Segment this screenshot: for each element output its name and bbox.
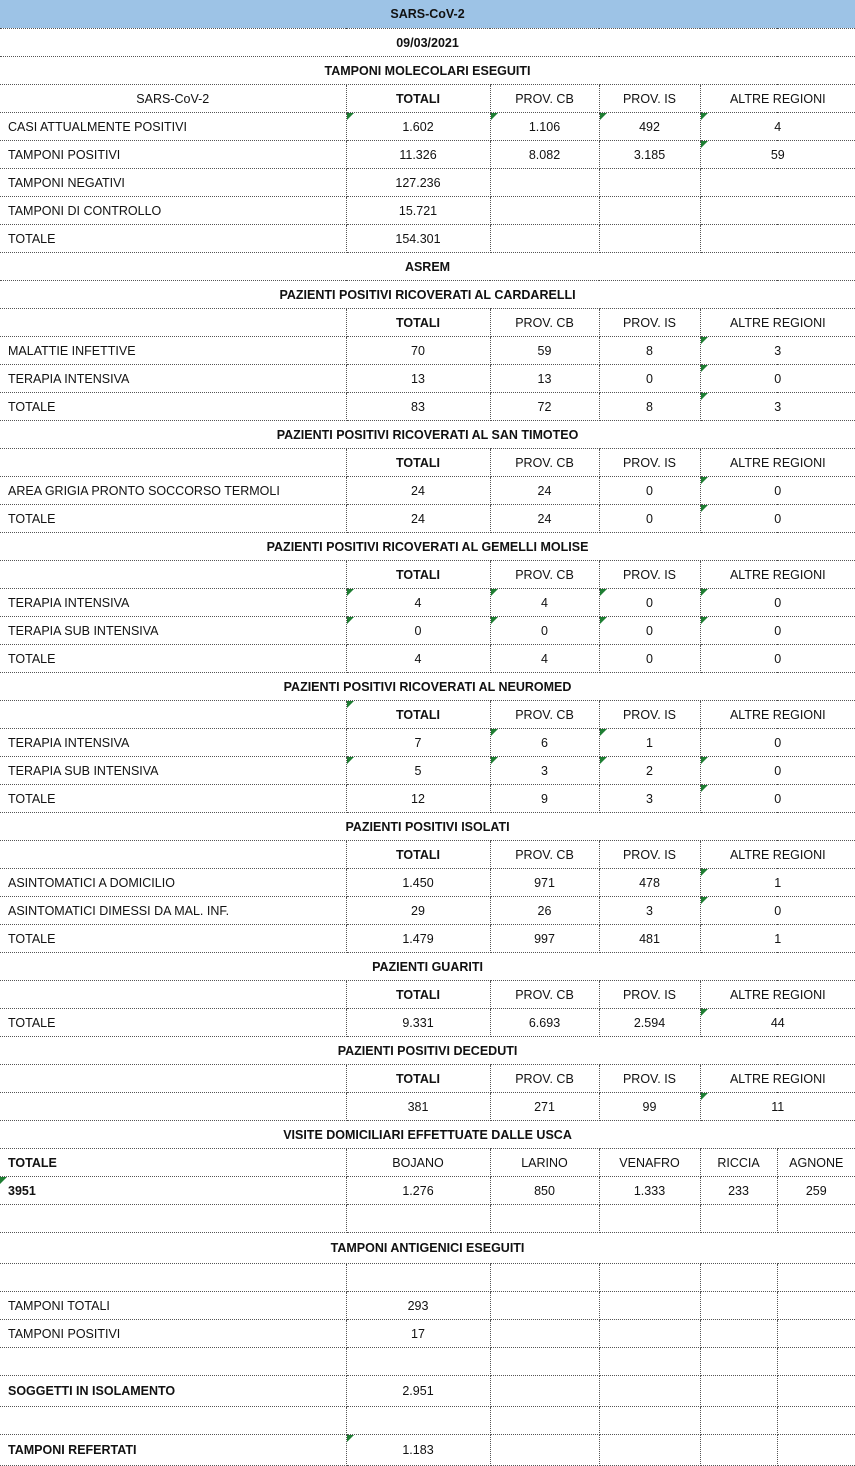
cell-altre-regioni[interactable]: 44 (700, 1009, 855, 1037)
cell-totali[interactable]: 154.301 (346, 225, 490, 253)
cell-empty[interactable] (599, 169, 700, 197)
cell-prov-cb[interactable]: 24 (490, 505, 599, 533)
header-prov-cb[interactable]: PROV. CB (490, 841, 599, 869)
molecolari-title[interactable]: TAMPONI MOLECOLARI ESEGUITI (0, 57, 855, 85)
cell-empty[interactable] (490, 1348, 599, 1376)
section-title-row (0, 953, 855, 981)
cell-altre-regioni[interactable]: 3 (700, 337, 855, 365)
header-totali[interactable]: TOTALI (346, 85, 490, 113)
cell-empty[interactable] (777, 1376, 855, 1407)
header-row (0, 701, 855, 729)
cell-altre-regioni[interactable]: 0 (700, 785, 855, 813)
isolati-title[interactable]: PAZIENTI POSITIVI ISOLATI (0, 813, 855, 841)
usca-total-value[interactable]: 3951 (0, 1177, 346, 1205)
header-prov-cb[interactable]: PROV. CB (490, 701, 599, 729)
header-row (0, 841, 855, 869)
cell-prov-cb[interactable]: 971 (490, 869, 599, 897)
cell-prov-is[interactable]: 8 (599, 337, 700, 365)
header-row (0, 449, 855, 477)
header-prov-is[interactable]: PROV. IS (599, 981, 700, 1009)
cell-empty[interactable] (346, 1348, 490, 1376)
cell-empty[interactable] (0, 1348, 346, 1376)
cell-empty[interactable] (700, 169, 855, 197)
table-row (0, 197, 855, 225)
cell-altre-regioni[interactable]: 0 (700, 589, 855, 617)
cell-empty[interactable] (700, 1292, 777, 1320)
cell-empty[interactable] (700, 1376, 777, 1407)
cell-empty[interactable] (777, 1435, 855, 1466)
row-label[interactable]: MALATTIE INFETTIVE (0, 337, 346, 365)
cell-altre-regioni[interactable]: 0 (700, 617, 855, 645)
usca-col-riccia[interactable]: RICCIA (700, 1149, 777, 1177)
table-row (0, 169, 855, 197)
tamponi-positivi-value[interactable]: 17 (346, 1320, 490, 1348)
cell-prov-cb[interactable]: 6.693 (490, 1009, 599, 1037)
cell-altre-regioni[interactable]: 0 (700, 477, 855, 505)
row-label[interactable]: TAMPONI NEGATIVI (0, 169, 346, 197)
cell-empty[interactable] (0, 701, 346, 729)
cell-totali[interactable]: 29 (346, 897, 490, 925)
table-row (0, 617, 855, 645)
usca-col-agnone[interactable]: AGNONE (777, 1149, 855, 1177)
cell-empty[interactable] (0, 309, 346, 337)
row-label[interactable]: TOTALE (0, 505, 346, 533)
cell-prov-cb[interactable]: 13 (490, 365, 599, 393)
row-label[interactable] (0, 1093, 346, 1121)
table-row (0, 869, 855, 897)
cell-empty[interactable] (490, 225, 599, 253)
usca-riccia-value[interactable]: 233 (700, 1177, 777, 1205)
cell-empty[interactable] (700, 1264, 777, 1292)
cell-prov-is[interactable]: 2.594 (599, 1009, 700, 1037)
table-row (0, 1093, 855, 1121)
cell-prov-is[interactable]: 0 (599, 477, 700, 505)
header-totali[interactable]: TOTALI (346, 701, 490, 729)
cell-altre-regioni[interactable]: 0 (700, 645, 855, 673)
cell-empty[interactable] (599, 1205, 700, 1233)
cell-empty[interactable] (0, 1407, 346, 1435)
header-altre-regioni[interactable]: ALTRE REGIONI (700, 309, 855, 337)
table-row (0, 113, 855, 141)
header-prov-is[interactable]: PROV. IS (599, 561, 700, 589)
date-row (0, 29, 855, 57)
cell-prov-cb[interactable]: 72 (490, 393, 599, 421)
blank-row (0, 1264, 855, 1292)
row-label[interactable]: AREA GRIGIA PRONTO SOCCORSO TERMOLI (0, 477, 346, 505)
cell-altre-regioni[interactable]: 3 (700, 393, 855, 421)
row-label[interactable]: ASINTOMATICI A DOMICILIO (0, 869, 346, 897)
cell-empty[interactable] (777, 1264, 855, 1292)
table-row (0, 1435, 855, 1466)
section-title-row (0, 1037, 855, 1065)
header-prov-is[interactable]: PROV. IS (599, 1065, 700, 1093)
cell-totali[interactable]: 24 (346, 505, 490, 533)
section-title-row (0, 281, 855, 309)
cell-totali[interactable]: 9.331 (346, 1009, 490, 1037)
cell-totali[interactable]: 12 (346, 785, 490, 813)
header-prov-cb[interactable]: PROV. CB (490, 449, 599, 477)
section-title-row (0, 57, 855, 85)
usca-bojano-value[interactable]: 1.276 (346, 1177, 490, 1205)
cell-empty[interactable] (599, 197, 700, 225)
cell-empty[interactable] (490, 1320, 599, 1348)
cell-empty[interactable] (0, 981, 346, 1009)
isolamento-value[interactable]: 2.951 (346, 1376, 490, 1407)
cell-prov-is[interactable]: 478 (599, 869, 700, 897)
cell-empty[interactable] (490, 1435, 599, 1466)
cell-totali[interactable]: 1.450 (346, 869, 490, 897)
cell-altre-regioni[interactable]: 1 (700, 925, 855, 953)
cell-prov-cb[interactable]: 0 (490, 617, 599, 645)
table-row (0, 1320, 855, 1348)
cell-prov-is[interactable]: 1 (599, 729, 700, 757)
cell-prov-is[interactable]: 0 (599, 645, 700, 673)
cell-empty[interactable] (777, 1320, 855, 1348)
corner-label[interactable]: SARS-CoV-2 (0, 85, 346, 113)
table-row (0, 505, 855, 533)
row-label[interactable]: TERAPIA INTENSIVA (0, 729, 346, 757)
cell-prov-cb[interactable]: 4 (490, 645, 599, 673)
cell-totali[interactable]: 70 (346, 337, 490, 365)
cell-altre-regioni[interactable]: 4 (700, 113, 855, 141)
header-totali[interactable]: TOTALI (346, 309, 490, 337)
tamponi-positivi-label[interactable]: TAMPONI POSITIVI (0, 1320, 346, 1348)
header-altre-regioni[interactable]: ALTRE REGIONI (700, 701, 855, 729)
header-row (0, 561, 855, 589)
cell-empty[interactable] (599, 1320, 700, 1348)
cell-altre-regioni[interactable]: 0 (700, 365, 855, 393)
cell-altre-regioni[interactable]: 11 (700, 1093, 855, 1121)
header-prov-is[interactable]: PROV. IS (599, 841, 700, 869)
cell-prov-cb[interactable]: 9 (490, 785, 599, 813)
cell-totali[interactable]: 4 (346, 645, 490, 673)
row-label[interactable]: TERAPIA INTENSIVA (0, 365, 346, 393)
row-label[interactable]: TOTALE (0, 393, 346, 421)
row-label[interactable]: TOTALE (0, 925, 346, 953)
table-row (0, 225, 855, 253)
usca-venafro-value[interactable]: 1.333 (599, 1177, 700, 1205)
blank-row (0, 1205, 855, 1233)
cell-prov-is[interactable]: 0 (599, 617, 700, 645)
table-row (0, 337, 855, 365)
row-label[interactable]: ASINTOMATICI DIMESSI DA MAL. INF. (0, 897, 346, 925)
cell-prov-cb[interactable]: 59 (490, 337, 599, 365)
header-totali[interactable]: TOTALI (346, 841, 490, 869)
table-row (0, 757, 855, 785)
neuromed-title[interactable]: PAZIENTI POSITIVI RICOVERATI AL NEUROMED (0, 673, 855, 701)
cell-empty[interactable] (490, 169, 599, 197)
cell-prov-is[interactable]: 3.185 (599, 141, 700, 169)
cell-prov-cb[interactable]: 24 (490, 477, 599, 505)
usca-col-larino[interactable]: LARINO (490, 1149, 599, 1177)
cell-prov-is[interactable]: 0 (599, 505, 700, 533)
header-altre-regioni[interactable]: ALTRE REGIONI (700, 561, 855, 589)
header-prov-cb[interactable]: PROV. CB (490, 561, 599, 589)
title-row (0, 0, 855, 29)
sheet-title[interactable]: SARS-CoV-2 (0, 0, 855, 29)
table-row (0, 141, 855, 169)
cell-totali[interactable]: 15.721 (346, 197, 490, 225)
cell-empty[interactable] (490, 1376, 599, 1407)
cell-totali[interactable]: 4 (346, 589, 490, 617)
cell-empty[interactable] (490, 1292, 599, 1320)
cell-empty[interactable] (700, 197, 855, 225)
table-row (0, 785, 855, 813)
cell-empty[interactable] (777, 1292, 855, 1320)
header-altre-regioni[interactable]: ALTRE REGIONI (700, 449, 855, 477)
table-row (0, 897, 855, 925)
cell-altre-regioni[interactable]: 59 (700, 141, 855, 169)
section-title-row (0, 813, 855, 841)
header-row (0, 1065, 855, 1093)
cell-empty[interactable] (0, 1205, 346, 1233)
cell-prov-cb[interactable]: 3 (490, 757, 599, 785)
header-totali[interactable]: TOTALI (346, 561, 490, 589)
row-label[interactable]: TERAPIA INTENSIVA (0, 589, 346, 617)
cell-empty[interactable] (490, 1205, 599, 1233)
cell-empty[interactable] (700, 225, 855, 253)
cell-prov-is[interactable]: 2 (599, 757, 700, 785)
row-label[interactable]: TERAPIA SUB INTENSIVA (0, 757, 346, 785)
cell-empty[interactable] (0, 561, 346, 589)
header-prov-is[interactable]: PROV. IS (599, 309, 700, 337)
header-prov-cb[interactable]: PROV. CB (490, 981, 599, 1009)
cell-empty[interactable] (490, 1407, 599, 1435)
header-row (0, 981, 855, 1009)
cardarelli-title[interactable]: PAZIENTI POSITIVI RICOVERATI AL CARDARELLI (0, 281, 855, 309)
cell-totali[interactable]: 11.326 (346, 141, 490, 169)
cell-prov-cb[interactable]: 6 (490, 729, 599, 757)
cell-empty[interactable] (700, 1348, 777, 1376)
refertati-label[interactable]: TAMPONI REFERTATI (0, 1435, 346, 1466)
cell-empty[interactable] (599, 1348, 700, 1376)
cell-empty[interactable] (777, 1205, 855, 1233)
cell-prov-is[interactable]: 0 (599, 589, 700, 617)
cell-totali[interactable]: 0 (346, 617, 490, 645)
cell-prov-cb[interactable]: 997 (490, 925, 599, 953)
cell-empty[interactable] (599, 225, 700, 253)
san-timoteo-title[interactable]: PAZIENTI POSITIVI RICOVERATI AL SAN TIMOTEO (0, 421, 855, 449)
deceduti-title[interactable]: PAZIENTI POSITIVI DECEDUTI (0, 1037, 855, 1065)
header-altre-regioni[interactable]: ALTRE REGIONI (700, 841, 855, 869)
isolamento-label[interactable]: SOGGETTI IN ISOLAMENTO (0, 1376, 346, 1407)
row-label[interactable]: TAMPONI DI CONTROLLO (0, 197, 346, 225)
cell-prov-cb[interactable]: 4 (490, 589, 599, 617)
cell-totali[interactable]: 5 (346, 757, 490, 785)
cell-empty[interactable] (0, 449, 346, 477)
gemelli-title[interactable]: PAZIENTI POSITIVI RICOVERATI AL GEMELLI MOLISE (0, 533, 855, 561)
table-row (0, 365, 855, 393)
table-row (0, 393, 855, 421)
header-totali[interactable]: TOTALI (346, 981, 490, 1009)
cell-altre-regioni[interactable]: 1 (700, 869, 855, 897)
row-label[interactable]: TOTALE (0, 225, 346, 253)
header-prov-cb[interactable]: PROV. CB (490, 85, 599, 113)
row-label[interactable]: CASI ATTUALMENTE POSITIVI (0, 113, 346, 141)
usca-col-venafro[interactable]: VENAFRO (599, 1149, 700, 1177)
cell-prov-is[interactable]: 3 (599, 897, 700, 925)
cell-empty[interactable] (599, 1435, 700, 1466)
cell-prov-is[interactable]: 492 (599, 113, 700, 141)
row-label[interactable]: TOTALE (0, 1009, 346, 1037)
cell-altre-regioni[interactable]: 0 (700, 757, 855, 785)
antigenici-title[interactable]: TAMPONI ANTIGENICI ESEGUITI (0, 1233, 855, 1264)
cell-totali[interactable]: 7 (346, 729, 490, 757)
header-prov-is[interactable]: PROV. IS (599, 701, 700, 729)
usca-agnone-value[interactable]: 259 (777, 1177, 855, 1205)
cell-prov-is[interactable]: 0 (599, 365, 700, 393)
section-title-row (0, 421, 855, 449)
cell-prov-is[interactable]: 3 (599, 785, 700, 813)
cell-totali[interactable]: 24 (346, 477, 490, 505)
usca-total-label[interactable]: TOTALE (0, 1149, 346, 1177)
cell-prov-is[interactable]: 99 (599, 1093, 700, 1121)
asrem-row (0, 253, 855, 281)
refertati-value[interactable]: 1.183 (346, 1435, 490, 1466)
blank-row (0, 1407, 855, 1435)
cell-totali[interactable]: 13 (346, 365, 490, 393)
tamponi-totali-value[interactable]: 293 (346, 1292, 490, 1320)
header-prov-cb[interactable]: PROV. CB (490, 1065, 599, 1093)
table-row (0, 477, 855, 505)
cell-totali[interactable]: 381 (346, 1093, 490, 1121)
table-row (0, 645, 855, 673)
section-title-row (0, 533, 855, 561)
cell-totali[interactable]: 83 (346, 393, 490, 421)
usca-title[interactable]: VISITE DOMICILIARI EFFETTUATE DALLE USCA (0, 1121, 855, 1149)
cell-totali[interactable]: 127.236 (346, 169, 490, 197)
table-row (0, 589, 855, 617)
cell-empty[interactable] (346, 1407, 490, 1435)
cell-prov-is[interactable]: 8 (599, 393, 700, 421)
cell-prov-cb[interactable]: 1.106 (490, 113, 599, 141)
cell-empty[interactable] (346, 1205, 490, 1233)
usca-larino-value[interactable]: 850 (490, 1177, 599, 1205)
cell-prov-is[interactable]: 481 (599, 925, 700, 953)
tamponi-totali-label[interactable]: TAMPONI TOTALI (0, 1292, 346, 1320)
row-label[interactable]: TAMPONI POSITIVI (0, 141, 346, 169)
table-row (0, 1292, 855, 1320)
table-row (0, 1376, 855, 1407)
cell-empty[interactable] (490, 197, 599, 225)
cell-empty[interactable] (599, 1264, 700, 1292)
cell-altre-regioni[interactable]: 0 (700, 897, 855, 925)
cell-empty[interactable] (599, 1292, 700, 1320)
cell-prov-cb[interactable]: 26 (490, 897, 599, 925)
header-altre-regioni[interactable]: ALTRE REGIONI (700, 85, 855, 113)
cell-empty[interactable] (700, 1205, 777, 1233)
cell-empty[interactable] (0, 841, 346, 869)
table-row (0, 925, 855, 953)
usca-values-row (0, 1177, 855, 1205)
table-row (0, 1009, 855, 1037)
section-title-row (0, 673, 855, 701)
row-label[interactable]: TOTALE (0, 785, 346, 813)
header-row (0, 85, 855, 113)
section-title-row (0, 1233, 855, 1264)
header-row (0, 309, 855, 337)
row-label[interactable]: TOTALE (0, 645, 346, 673)
asrem-title[interactable]: ASREM (0, 253, 855, 281)
cell-altre-regioni[interactable]: 0 (700, 729, 855, 757)
cell-prov-cb[interactable]: 271 (490, 1093, 599, 1121)
cell-prov-cb[interactable]: 8.082 (490, 141, 599, 169)
cell-totali[interactable]: 1.602 (346, 113, 490, 141)
cell-empty[interactable] (490, 1264, 599, 1292)
header-totali[interactable]: TOTALI (346, 449, 490, 477)
cell-empty[interactable] (599, 1376, 700, 1407)
table-row (0, 729, 855, 757)
section-title-row (0, 1121, 855, 1149)
header-altre-regioni[interactable]: ALTRE REGIONI (700, 1065, 855, 1093)
cell-empty[interactable] (777, 1407, 855, 1435)
header-totali[interactable]: TOTALI (346, 1065, 490, 1093)
header-prov-is[interactable]: PROV. IS (599, 85, 700, 113)
cell-empty[interactable] (346, 1264, 490, 1292)
cell-totali[interactable]: 1.479 (346, 925, 490, 953)
usca-col-bojano[interactable]: BOJANO (346, 1149, 490, 1177)
cell-empty[interactable] (777, 1348, 855, 1376)
header-prov-is[interactable]: PROV. IS (599, 449, 700, 477)
blank-row (0, 1348, 855, 1376)
report-date[interactable]: 09/03/2021 (0, 29, 855, 57)
row-label[interactable]: TERAPIA SUB INTENSIVA (0, 617, 346, 645)
guariti-title[interactable]: PAZIENTI GUARITI (0, 953, 855, 981)
cell-empty[interactable] (599, 1407, 700, 1435)
cell-empty[interactable] (700, 1435, 777, 1466)
cell-empty[interactable] (700, 1320, 777, 1348)
cell-empty[interactable] (0, 1264, 346, 1292)
cell-empty[interactable] (700, 1407, 777, 1435)
cell-altre-regioni[interactable]: 0 (700, 505, 855, 533)
header-prov-cb[interactable]: PROV. CB (490, 309, 599, 337)
cell-empty[interactable] (0, 1065, 346, 1093)
usca-header-row (0, 1149, 855, 1177)
header-altre-regioni[interactable]: ALTRE REGIONI (700, 981, 855, 1009)
